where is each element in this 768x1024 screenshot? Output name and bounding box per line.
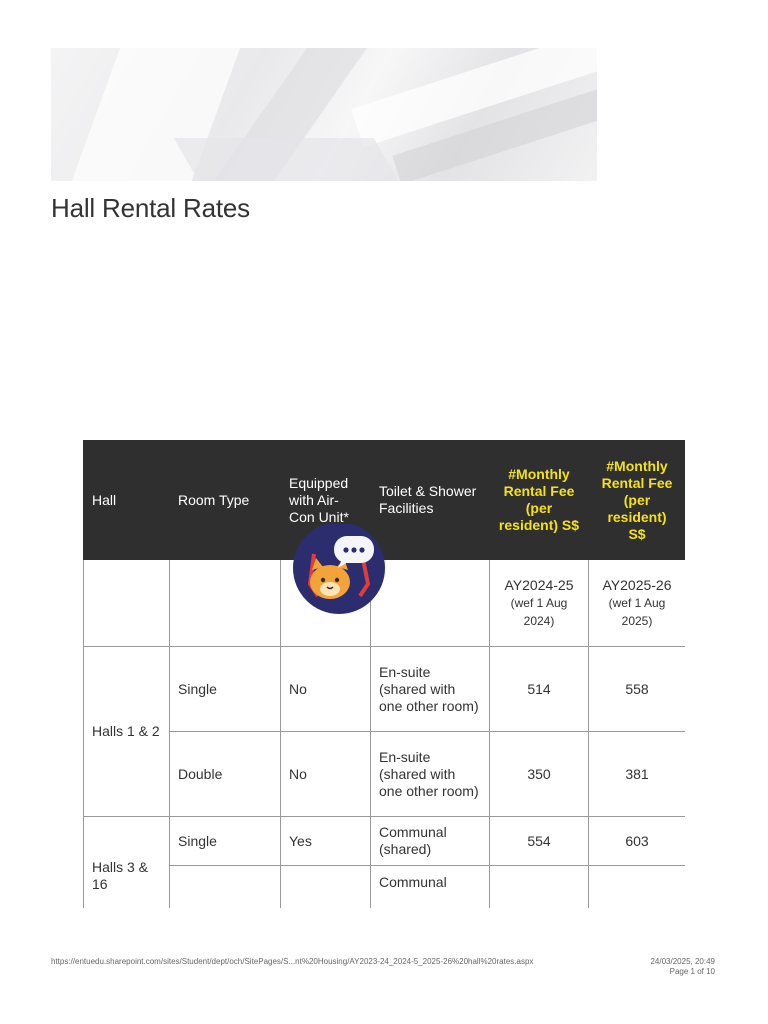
- room-type-cell: Single: [170, 817, 281, 866]
- rental-rates-table: [83, 440, 685, 908]
- hall-cell: Halls 1 & 2: [84, 647, 170, 817]
- hall-cell: Halls 3 & 16: [84, 817, 170, 909]
- fee-2024-cell: [490, 866, 589, 909]
- aircon-cell: No: [281, 732, 371, 817]
- toilet-cell: En-suite (shared with one other room): [371, 647, 490, 732]
- header-banner-image: [51, 48, 597, 181]
- page-title: Hall Rental Rates: [51, 193, 250, 223]
- footer-meta: [650, 957, 715, 977]
- header-fee-2025: #Monthly Rental Fee (per resident) S$: [589, 441, 686, 560]
- table-row: [84, 647, 686, 732]
- ay-2025-label: AY2025-26: [602, 576, 672, 593]
- footer-page-number: Page 1 of 10: [669, 967, 715, 976]
- fee-2024-cell: 350: [490, 732, 589, 817]
- room-type-cell: Single: [170, 647, 281, 732]
- year-cell-2025: [589, 560, 686, 647]
- table-row: [84, 817, 686, 866]
- fee-2025-cell: 558: [589, 647, 686, 732]
- header-aircon: Equipped with Air-Con Unit*: [281, 441, 371, 560]
- toilet-cell: Communal (shared): [371, 817, 490, 866]
- table-row: [84, 732, 686, 817]
- fee-2024-cell: 554: [490, 817, 589, 866]
- aircon-cell: No: [281, 647, 371, 732]
- year-cell-2024: [490, 560, 589, 647]
- header-hall: Hall: [84, 441, 170, 560]
- wef-2025-label: (wef 1 Aug 2025): [608, 595, 666, 628]
- footer-datetime: 24/03/2025, 20:49: [650, 957, 715, 966]
- header-room-type: Room Type: [170, 441, 281, 560]
- fee-2024-cell: 514: [490, 647, 589, 732]
- wef-2024-label: (wef 1 Aug 2024): [510, 595, 568, 628]
- footer-url: https://entuedu.sharepoint.com/sites/Student/dept/och/SitePages/S...nt%20Housing/AY2023-24_2024-5_2025-26%20hall%20rates.aspx: [51, 957, 534, 966]
- fee-2025-cell: 381: [589, 732, 686, 817]
- fee-2025-cell: 603: [589, 817, 686, 866]
- room-type-cell: [170, 866, 281, 909]
- table-row: [84, 866, 686, 909]
- header-fee-2024: #Monthly Rental Fee (per resident) S$: [490, 441, 589, 560]
- aircon-cell: [281, 866, 371, 909]
- header-toilet: Toilet & Shower Facilities: [371, 441, 490, 560]
- toilet-cell: Communal: [371, 866, 490, 909]
- room-type-cell: Double: [170, 732, 281, 817]
- toilet-cell: En-suite (shared with one other room): [371, 732, 490, 817]
- aircon-cell: Yes: [281, 817, 371, 866]
- fee-2025-cell: [589, 866, 686, 909]
- ay-2024-label: AY2024-25: [504, 576, 574, 593]
- chat-assistant-icon[interactable]: [292, 524, 388, 614]
